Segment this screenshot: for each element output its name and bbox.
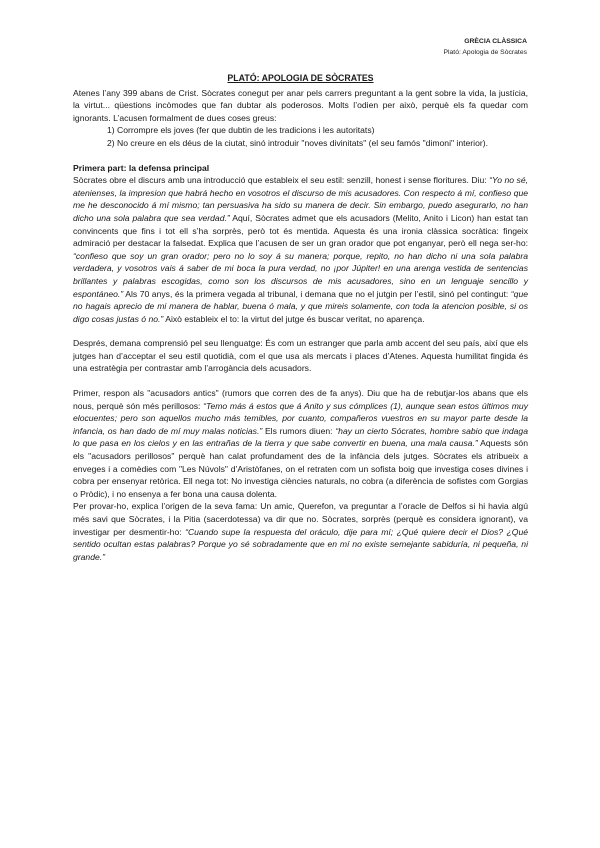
charge-item: 1) Corrompre els joves (fer que dubtin de les tradicions i les autoritats) (107, 125, 375, 136)
text-run: Primer, respon als "acusadors antics" (rumors que corren des de fa anys). Diu que ha de rebutjar-los abans que els nous, perquè són més perillosos: (73, 388, 528, 411)
document-title: PLATÓ: APOLOGIA DE SÒCRATES (227, 73, 374, 83)
text-run: Això estableix el to: la virtut del jutge és buscar veritat, no aparença. (163, 313, 425, 324)
text-run: Als 70 anys, és la primera vegada al tribunal, i demana que no el jutgin per l’estil, sinó pel contingut: (123, 288, 511, 299)
header-topic: Plató: Apologia de Sòcrates (443, 49, 527, 56)
text-run: Aquests són els "acusadors perillosos" perquè han calat profundament des de la infància dels jutges. Sòcrates els atribueix a enveges i a comèdies com "Les Núvols" d’Aristòfanes, on el retraten com un sofista boig que investiga coses divines i cobra per ensenyar retòrica. Ell nega tot: No investiga ciències naturals, no cobra (a diferència de sofistes com Gorgias o Pròdic), i no ensenya a fer bona una causa dolenta. (73, 438, 528, 499)
charge-item: 2) No creure en els déus de la ciutat, sinó introduir "noves divinitats" (el seu famós "dimoni" interior). (107, 137, 488, 148)
intro-paragraph: Atenes l’any 399 abans de Crist. Sòcrates conegut per anar pels carrers preguntant a la gent sobre la vida, la justícia, la virtut... qüestions incòmodes que fan dubtar als poderosos. Molts l’odien per això, perquè els fa quedar com ignorants. L’acusen formalment de dues coses greus: (73, 87, 528, 123)
running-header (443, 36, 527, 58)
charges-list (107, 124, 528, 149)
quote: “Yo no sé, atenienses, la impresion que habrá hecho en vosotros el discurso de mis acusadores. Con respecto á mí, confieso que me he desconocido á mí mismo; tan persuasiva ha sido su manera de decir. Sin embargo, puedo asegurarlo, no han dicho una sola palabra que sea verdad.” (73, 175, 528, 223)
header-subject: GRÈCIA CLÀSSICA (464, 38, 527, 45)
paragraph-4 (73, 500, 528, 563)
paragraph-3 (73, 387, 528, 500)
text-run: Aquí, Sòcrates admet que els acusadors (Melito, Anito i Licon) han estat tan convincents que fins i tot ell s’ha sorprès, però tot és mentida. Aquesta és una ironia clàssica socràtica: fingeix admiració per destacar la falsedat. Explica que l’acusen de ser un gran orador que pot enganyar, però ell nega ser-ho: (73, 212, 528, 249)
text-run: Per provar-ho, explica l’origen de la seva fama: Un amic, Querefon, va preguntar a l’oracle de Delfos si hi havia algú més savi que Sòcrates, i la Pitia (sacerdotessa) va dir que no. Sòcrates, sorprès (perquè es considera ignorant), va investigar per desmentir-ho: (73, 501, 528, 537)
section-heading: Primera part: la defensa principal (73, 162, 210, 173)
quote: “Temo más á estos que á Anito y sus cómplices (1), aunque sean estos últimos muy elocuentes; pero son aquellos mucho más temibles, por cuanto, compañeros vuestros en su mayor parte desde la infancia, os han dado de mí muy malas noticias.” (73, 400, 528, 436)
quote: “hay un cierto Sócrates, hombre sabio que indaga lo que pasa en los cielos y en las entrañas de la tierra y que sabe convertir en buena, una mala causa.” (73, 425, 528, 449)
text-run: Sòcrates obre el discurs amb una introducció que estableix el seu estil: senzill, honest i sense floritures. Diu: (73, 175, 490, 186)
paragraph-2: Després, demana comprensió pel seu llenguatge: És com un estranger que parla amb accent del seu país, així que els jutges han d’acceptar el seu estil quotidià, com el que usa als mercats i places d’Atenes. Aquesta humilitat fingida és una estratègia per contrastar amb l’arrogància dels acusadors. (73, 338, 528, 374)
text-run: Els rumors diuen: (262, 425, 336, 436)
quote: “confieso que soy un gran orador; pero no lo soy á su manera; porque, repito, no han dicho ni una sola palabra verdadera, y vosotros vais á saber de mi boca la pura verdad, no ¡por Júpiter! en una arenga vestida de sentencias brillantes y palabras escogidas, como son los discursos de mis acusadores, sino en un lenguaje sencillo y espontáneo.” (73, 250, 528, 299)
quote: “que no hagais aprecio de mi manera de hablar, buena ó mala, y que mireis solamente, con toda la atencion posible, si os digo cosas justas ó no.” (73, 288, 528, 324)
paragraph-1 (73, 174, 528, 325)
quote: “Cuando supe la respuesta del oráculo, dije para mí; ¿Qué quiere decir el Dios? ¿Qué sentido ocultan estas palabras? Porque yo sé sobradamente que en mí no existe semejante sabiduría, ni pequeña, ni grande.” (73, 526, 529, 562)
document-body (73, 72, 528, 563)
